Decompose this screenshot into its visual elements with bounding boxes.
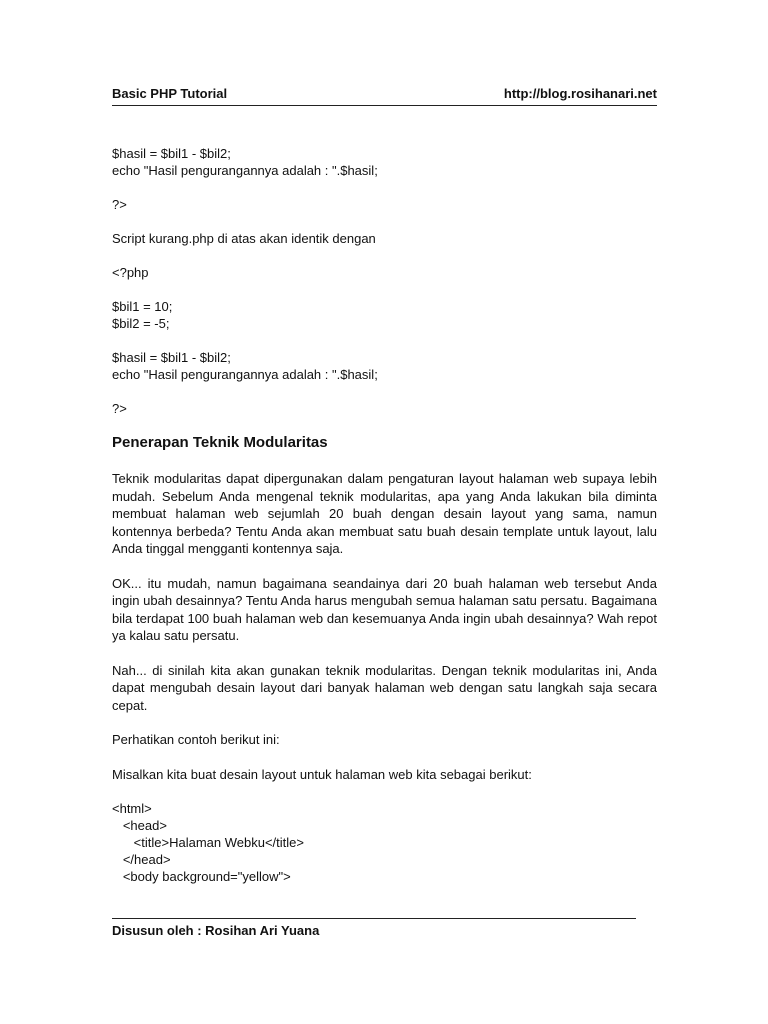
php-code-subtraction-2 [112,349,657,383]
code-line: <?php [112,265,149,280]
php-code-subtraction [112,145,657,179]
php-open-tag [112,264,657,281]
paragraph: Teknik modularitas dapat dipergunakan dalam pengaturan layout halaman web supaya lebih mudah. Sebelum Anda mengenal teknik modularitas, apa yang Anda lakukan bila diminta membuat halaman web sejumlah 20 buah dengan desain layout yang sama, namun kontennya berbeda? Tentu Anda akan membuat satu buah desain template untuk layout, lalu Anda tinggal mengganti kontennya saja. [112,471,657,556]
intro-text [112,230,657,247]
code-line: ?> [112,401,127,416]
code-line: <html> [112,801,152,816]
section-heading: Penerapan Teknik Modularitas [112,434,328,451]
code-line: <body background="yellow"> [112,869,291,884]
code-line: </head> [112,852,171,867]
page-content [112,145,657,885]
php-close-tag-2 [112,400,657,417]
code-line: <head> [112,818,167,833]
intro-line: Script kurang.php di atas akan identik dengan [112,231,376,246]
paragraph: OK... itu mudah, namun bagaimana seandainya dari 20 buah halaman web tersebut Anda ingin ubah desainnya? Tentu Anda harus mengubah semua halaman satu persatu. Bagaimana bila terdapat 100 buah halaman web dan kesemuanya Anda ingin ubah desainnya? Wah repot ya kalau satu persatu. [112,575,657,643]
code-line: ?> [112,197,127,212]
code-line: $hasil = $bil1 - $bil2; [112,350,231,365]
paragraph: Nah... di sinilah kita akan gunakan teknik modularitas. Dengan teknik modularitas ini, Anda dapat mengubah desain layout dari banyak halaman web dengan satu langkah saja secara cepat. [112,662,657,713]
page-footer [112,918,636,940]
page-header [112,86,657,106]
paragraph: Perhatikan contoh berikut ini: [112,732,280,747]
header-url: http://blog.rosihanari.net [503,86,657,101]
code-line: $bil1 = 10; [112,299,173,314]
php-close-tag [112,196,657,213]
code-line: <title>Halaman Webku</title> [112,835,304,850]
footer-author: Disusun oleh : Rosihan Ari Yuana [112,923,320,938]
code-line: $bil2 = -5; [112,316,170,331]
html-code-block [112,800,657,885]
code-line: echo "Hasil pengurangannya adalah : ".$hasil; [112,367,378,382]
code-line: echo "Hasil pengurangannya adalah : ".$hasil; [112,163,378,178]
code-line: $hasil = $bil1 - $bil2; [112,146,231,161]
header-title: Basic PHP Tutorial [112,86,228,101]
paragraph: Misalkan kita buat desain layout untuk halaman web kita sebagai berikut: [112,766,532,782]
php-variables [112,298,657,332]
